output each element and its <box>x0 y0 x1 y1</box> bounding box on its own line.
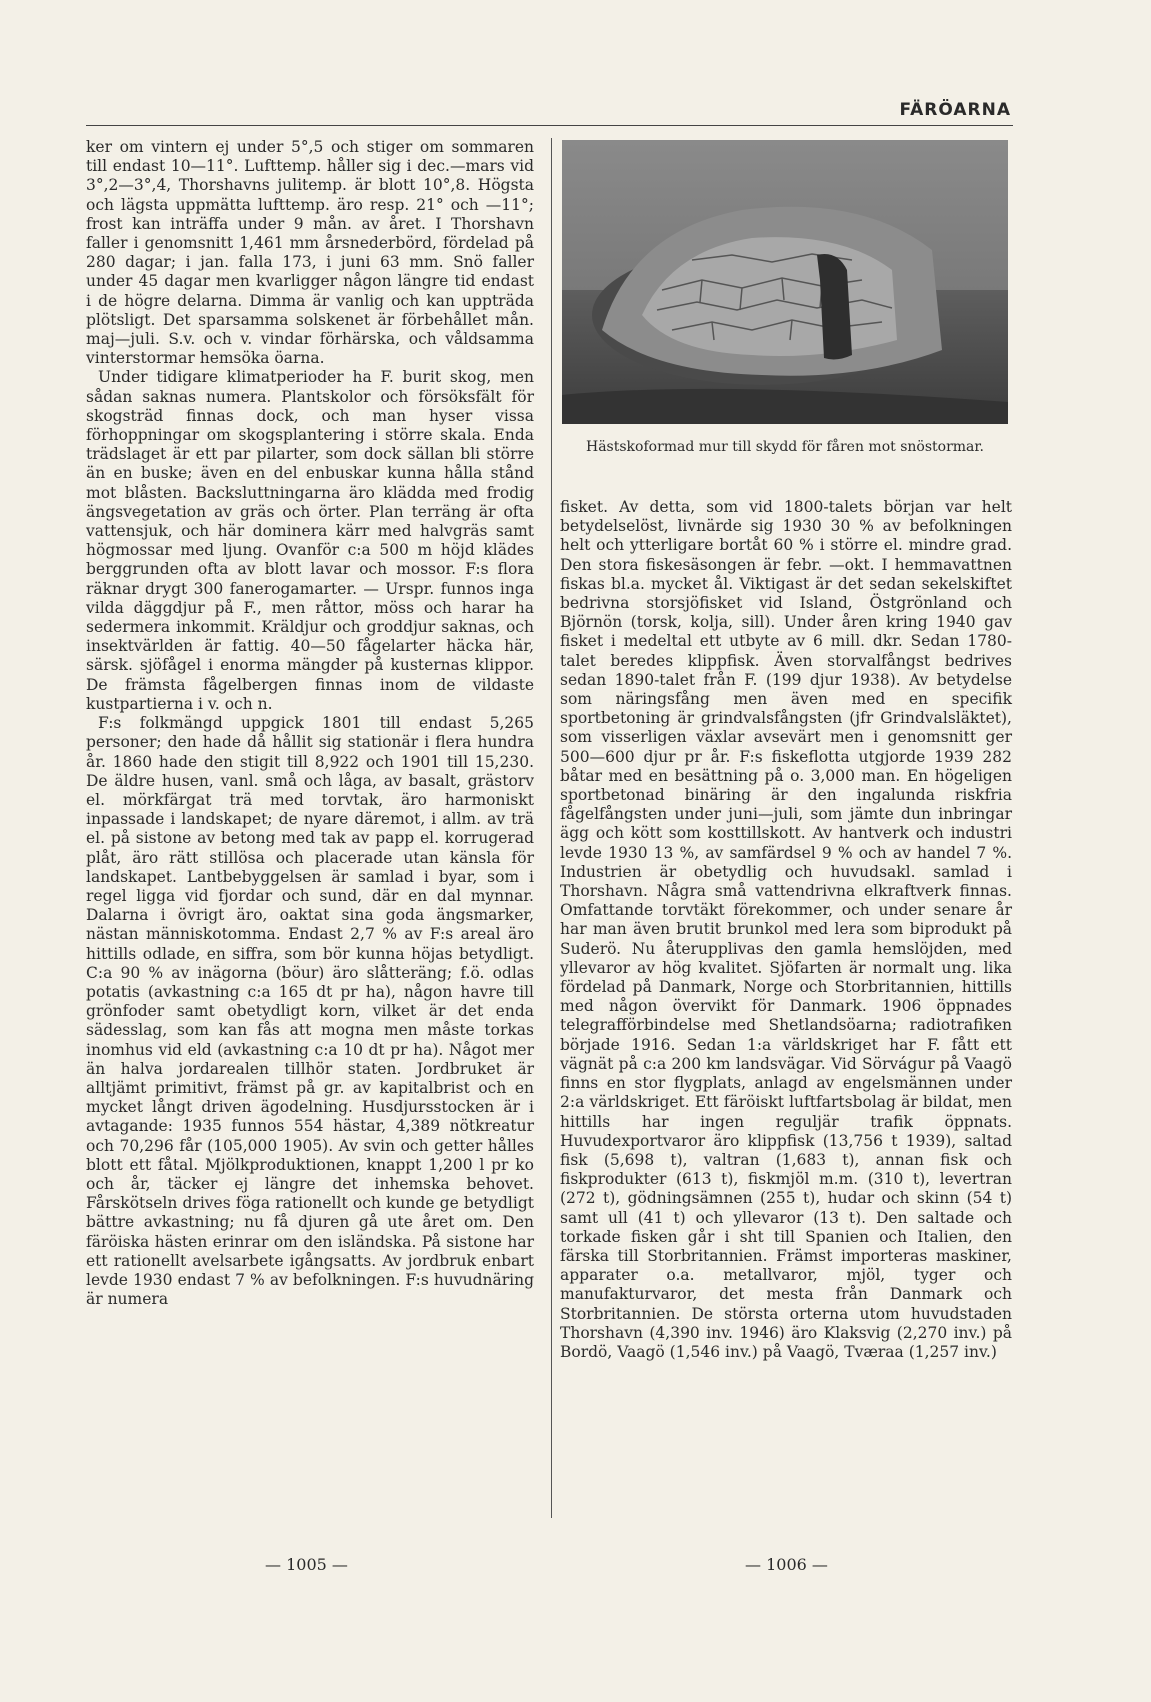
running-header: FÄRÖARNA <box>899 100 1011 120</box>
page-number-right: — 1006 — <box>745 1555 828 1574</box>
header-rule <box>86 125 1013 126</box>
stone-wall-photo <box>562 140 1008 424</box>
paragraph-climate: ker om vintern ej under 5°,5 och stiger om sommaren till endast 10—11°. Lufttemp. håller sig i dec.—mars vid 3°,2—3°,4, Thorshavns julitemp. är blott 10°,8. Högsta och lägsta uppmätta lufttemp. äro resp. 21° och —11°; frost kan inträffa under 9 mån. av året. I Thorshavn faller i genomsnitt 1,461 mm årsnederbörd, fördelad på 280 dagar; i jan. falla 173, i juni 63 mm. Snö faller under 45 dagar men kvarligger någon längre tid endast i de högre delarna. Dimma är vanlig och kan uppträda plötsligt. Det sparsamma solskenet är förbehållet mån. maj—juli. S.v. och v. vindar förhärska, och våldsamma vinterstormar hemsöka öarna. <box>86 138 534 368</box>
paragraph-population-agriculture: F:s folkmängd uppgick 1801 till endast 5,265 personer; den hade då hållit sig stationär i flera hundra år. 1860 hade den stigit till 8,922 och 1901 till 15,230. De äldre husen, vanl. små och låga, av basalt, grästorv el. mörkfärgat trä med torvtak, äro harmoniskt inpassade i landskapet; de nyare däremot, i allm. av trä el. på sistone av betong med tak av papp el. korrugerad plåt, äro rätt stillösa och placerade utan känsla för landskapet. Lantbebyggelsen är samlad i byar, som i regel ligga vid fjordar och sund, där en dal mynnar. Dalarna i övrigt äro, oaktat sina goda ängsmarker, nästan människotomma. Endast 2,7 % av F:s areal äro hittills odlade, en siffra, som bör kunna höjas betydligt. C:a 90 % av inägorna (böur) äro slåtteräng; f.ö. odlas potatis (avkastning c:a 165 dt pr ha), någon havre till grönfoder samt obetydligt korn, vilket är det enda sädesslag, som kan fås att mogna men måste torkas inomhus vid eld (avkastning c:a 10 dt pr ha). Något mer än halva jordarealen tillhör staten. Jordbruket är alltjämt primitivt, främst på gr. av kapitalbrist och en mycket långt driven ägodelning. Husdjursstocken är i avtagande: 1935 funnos 554 hästar, 4,389 nötkreatur och 70,296 får (105,000 1905). Av svin och getter hålles blott ett fåtal. Mjölkproduktionen, knappt 1,200 l pr ko och år, täcker ej längre det inhemska behovet. Fårskötseln drives föga rationellt och kunde ge betydligt bättre avkastning; nu få djuren gå ute året om. Den färöiska hästen erinrar om den isländska. På sistone har ett rationellt avelsarbete igångsatts. Av jordbruk enbart levde 1930 endast 7 % av befolkningen. F:s huvudnäring är numera <box>86 714 534 1309</box>
right-column <box>560 498 1012 1362</box>
column-divider <box>551 138 552 1518</box>
photo-caption: Hästskoformad mur till skydd för fåren mot snöstormar. <box>586 439 984 455</box>
paragraph-fishing-economy: fisket. Av detta, som vid 1800-talets början var helt betydelselöst, livnärde sig 1930 30 % av befolkningen helt och ytterligare bortåt 60 % i större el. mindre grad. Den stora fiskesäsongen är febr. —okt. I hemmavattnen fiskas bl.a. mycket ål. Viktigast är det sedan sekelskiftet bedrivna storsjöfisket vid Island, Östgrönland och Björnön (torsk, kolja, sill). Under åren kring 1940 gav fisket i medeltal ett utbyte av 6 mill. dkr. Sedan 1780-talet beredes klippfisk. Även storvalfångst bedrives sedan 1890-talet från F. (199 djur 1938). Av betydelse som näringsfång men även med en specifik sportbetoning är grindvalsfångsten (jfr Grindvalsläktet), som visserligen växlar avsevärt men i genomsnitt ger 500—600 djur pr år. F:s fiskeflotta utgjorde 1939 282 båtar med en besättning på o. 3,000 man. En högeligen sportbetonad binäring är den ingalunda riskfria fågelfångsten under juni—juli, som jämte dun inbringar ägg och kött som kosttillskott. Av hantverk och industri levde 1930 13 %, av samfärdsel 9 % och av handel 7 %. Industrien är obetydlig och huvudsakl. samlad i Thorshavn. Några små vattendrivna elkraftverk finnas. Omfattande torvtäkt förekommer, och under senare år har man även brutit brunkol med lera som biprodukt på Suderö. Nu återupplivas den gamla hemslöjden, med yllevaror av hög kvalitet. Sjöfarten är normalt ung. lika fördelad på Danmark, Norge och Storbritannien, hittills med någon övervikt för Danmark. 1906 öppnades telegrafförbindelse med Shetlandsöarna; radiotrafiken började 1916. Sedan 1:a världskriget har F. fått ett vägnät på c:a 200 km landsvägar. Vid Sörvágur på Vaagö finns en stor flygplats, anlagd av engelsmännen under 2:a världskriget. Ett färöiskt luftfartsbolag är bildat, men hittills har ingen reguljär trafik öppnats. Huvudexportvaror äro klippfisk (13,756 t 1939), saltad fisk (5,698 t), valtran (1,683 t), annan fisk och fiskprodukter (613 t), fiskmjöl m.m. (310 t), levertran (272 t), gödningsämnen (255 t), hudar och skinn (54 t) samt ull (41 t) och yllevaror (13 t). Den saltade och torkade fisken går i sht till Spanien och Italien, den färska till Storbritannien. Främst importeras maskiner, apparater o.a. metallvaror, mjöl, tyger och manufakturvaror, det mesta från Danmark och Storbritannien. De största orterna utom huvudstaden Thorshavn (4,390 inv. 1946) äro Klaksvig (2,270 inv.) på Bordö, Vaagö (1,546 inv.) på Vaagö, Tværaa (1,257 inv.) <box>560 498 1012 1361</box>
left-column <box>86 138 534 1309</box>
page-number-left: — 1005 — <box>265 1555 348 1574</box>
paragraph-flora-fauna: Under tidigare klimatperioder ha F. burit skog, men sådan saknas numera. Plantskolor och försöksfält för skogsträd finnas dock, och man hyser vissa förhoppningar om skogsplantering i större skala. Enda trädslaget är ett par pilarter, som dock sällan bli större än en buske; även en del enbuskar kunna hålla stånd mot blåsten. Backsluttningarna äro klädda med frodig ängsvegetation av gräs och örter. Plan terräng är ofta vattensjuk, och här dominera kärr med halvgräs samt högmossar med ljung. Ovanför c:a 500 m höjd klädes berggrunden ofta av blott lavar och mossor. F:s flora räknar drygt 300 fanerogamarter. — Urspr. funnos inga vilda däggdjur på F., men råttor, möss och harar ha sedermera inkommit. Kräldjur och groddjur saknas, och insektvärlden är fattig. 40—50 fågelarter häcka här, särsk. sjöfågel i enorma mängder på kusternas klippor. De främsta fågelbergen finnas inom de vildaste kustpartierna i v. och n. <box>86 368 534 713</box>
photo-horseshoe-wall <box>562 140 1008 424</box>
